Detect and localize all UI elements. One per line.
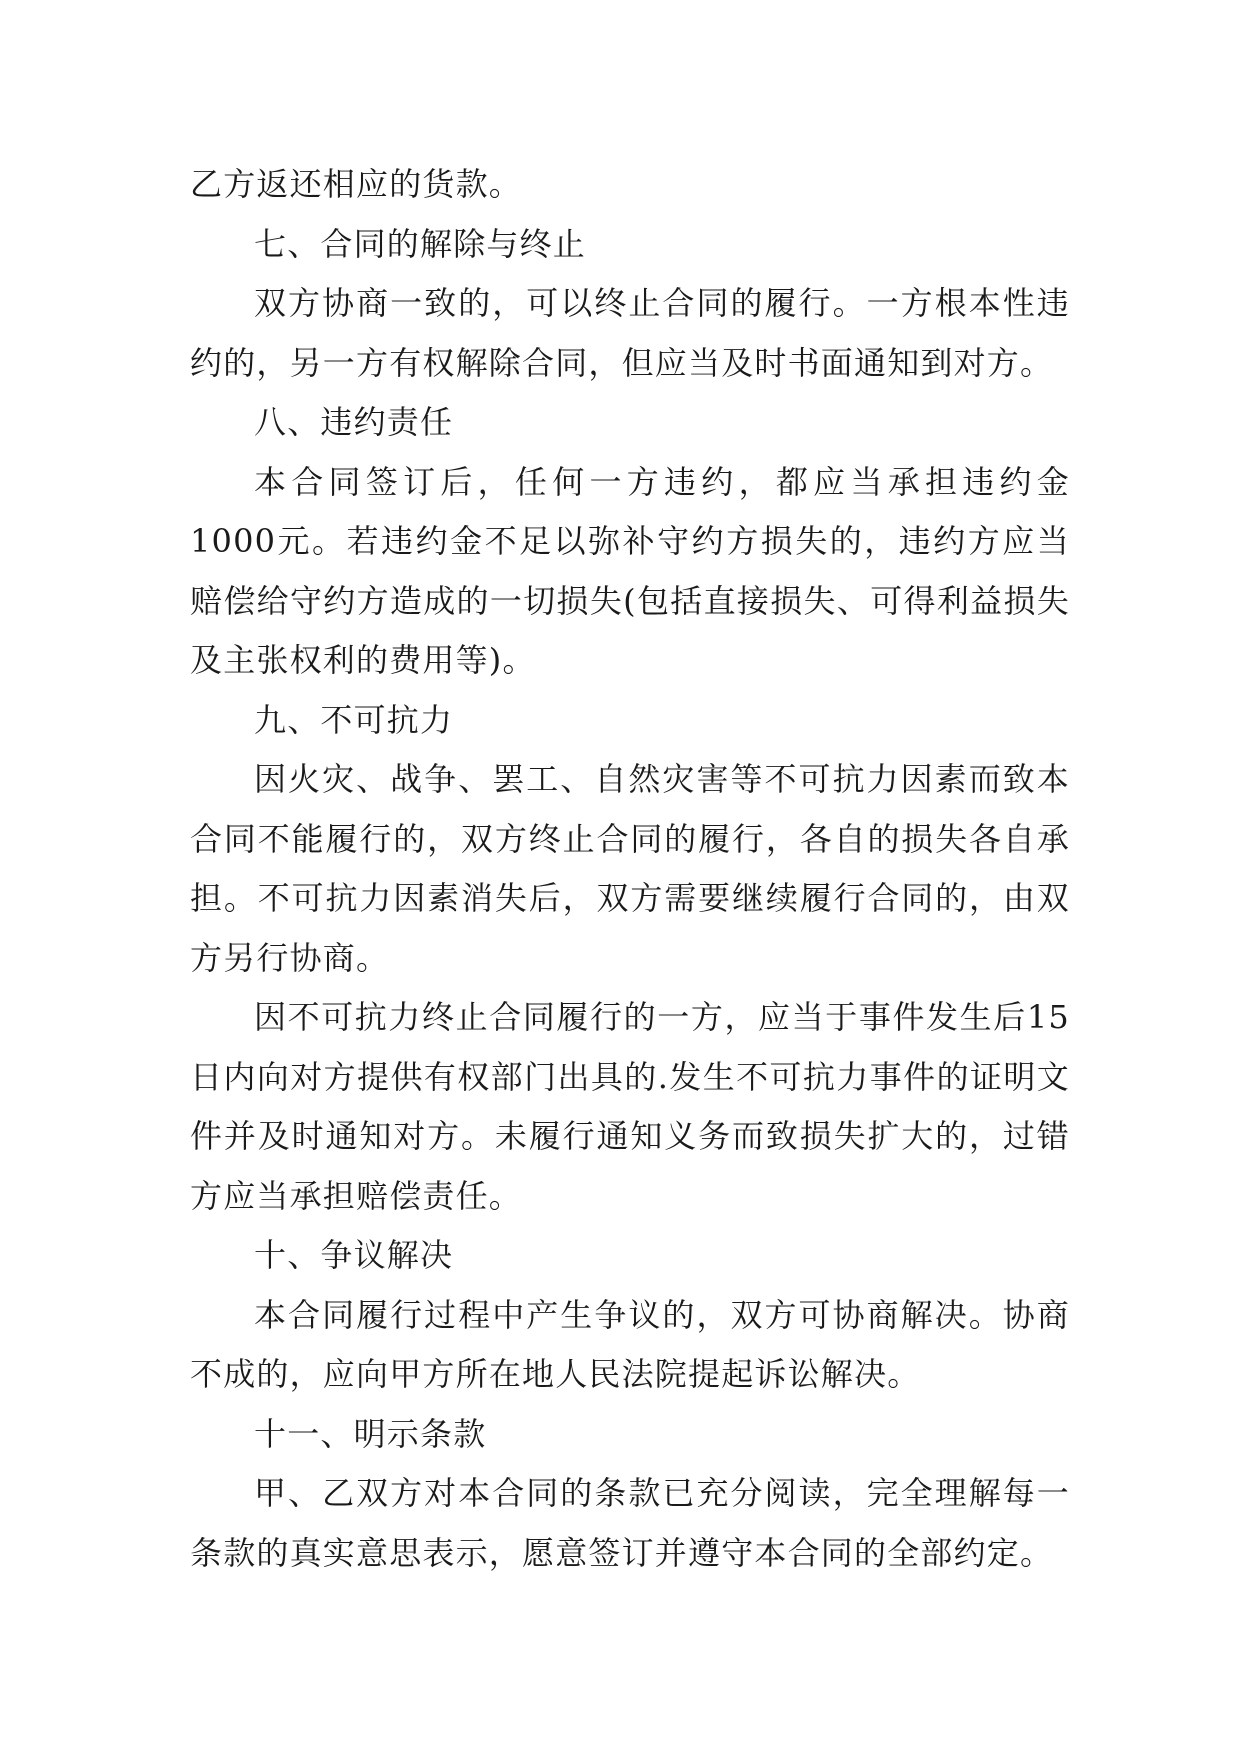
paragraph-continuation: 乙方返还相应的货款。 [190, 165, 523, 203]
paragraph-termination: 双方协商一致的，可以终止合同的履行。一方根本性违约的，另一方有权解除合同，但应当及时书面通知到对方。 [190, 284, 1070, 382]
section-heading-force-majeure: 九、不可抗力 [254, 700, 454, 739]
paragraph-explicit-terms: 甲、乙双方对本合同的条款已充分阅读，完全理解每一条款的真实意思表示，愿意签订并遵守本合同的全部约定。 [190, 1474, 1070, 1572]
section-heading-liability: 八、违约责任 [254, 403, 454, 441]
section-heading-explicit-terms: 十一、明示条款 [254, 1414, 487, 1453]
document-body [190, 155, 1070, 1583]
paragraph-dispute: 本合同履行过程中产生争议的，双方可协商解决。协商不成的，应向甲方所在地人民法院提起诉讼解决。 [190, 1295, 1070, 1393]
paragraph-force-majeure-1: 因火灾、战争、罢工、自然灾害等不可抗力因素而致本合同不能履行的，双方终止合同的履行，各自的损失各自承担。不可抗力因素消失后，双方需要继续履行合同的，由双方另行协商。 [190, 760, 1070, 977]
paragraph-liability: 本合同签订后，任何一方违约，都应当承担违约金1000元。若违约金不足以弥补守约方损失的，违约方应当赔偿给守约方造成的一切损失(包括直接损失、可得利益损失及主张权利的费用等)。 [190, 462, 1070, 679]
paragraph-force-majeure-2: 因不可抗力终止合同履行的一方，应当于事件发生后15日内向对方提供有权部门出具的.发生不可抗力事件的证明文件并及时通知对方。未履行通知义务而致损失扩大的，过错方应当承担赔偿责任。 [190, 998, 1070, 1215]
section-heading-dispute: 十、争议解决 [254, 1236, 454, 1274]
section-heading-termination: 七、合同的解除与终止 [254, 224, 587, 263]
